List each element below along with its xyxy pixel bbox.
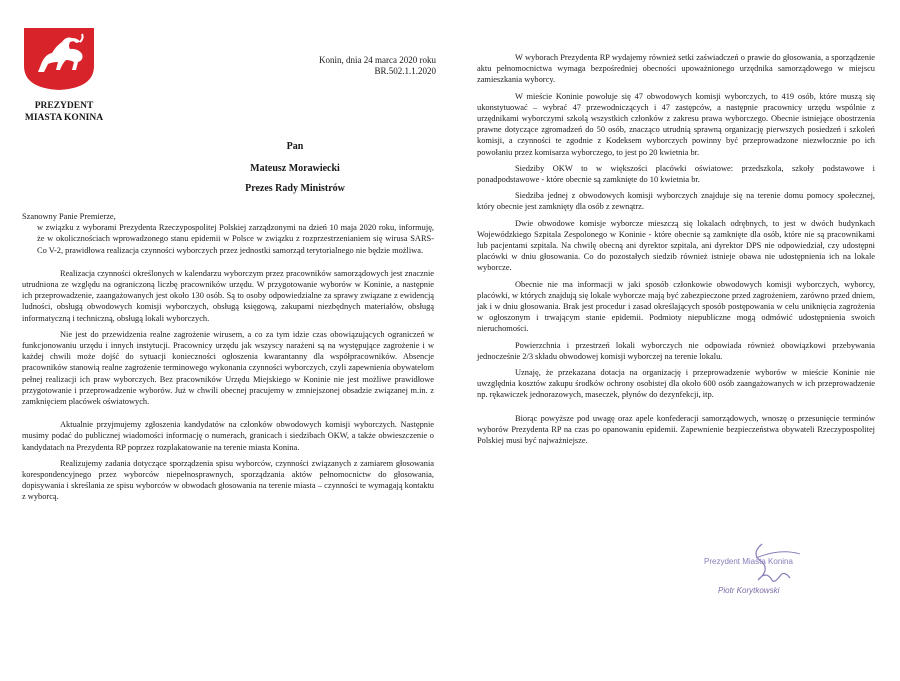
mayor-label-line1: PREZYDENT <box>34 101 94 111</box>
paragraph: Siedziba jednej z obwodowych komisji wyborczych znajduje się na terenie domu pomocy społecznej, który obecnie jest zamknięty dla osób z zewnątrz. <box>477 191 875 212</box>
mayor-office-label <box>14 100 114 124</box>
dateline <box>300 55 436 77</box>
letter-body-left <box>22 211 434 508</box>
paragraph: Realizujemy zadania dotyczące sporządzenia spisu wyborców, czynności związanych z zamiarem głosowania korespondencyjnego przez wyborców niepełnosprawnych, sporządzania aktów pełnomocnictw do głosowania, dopisywania i skreślania ze spisu wyborców w obwodach głosowania na terenie miasta – czynności te wymagają kontaktu z wyborcą. <box>22 458 434 502</box>
addressee-name: Mateusz Morawiecki <box>250 163 340 174</box>
paragraph: Powierzchnia i przestrzeń lokali wyborczych nie odpowiada również obowiązkowi przebywania jednocześnie 2/3 składu obwodowej komisji wyborczej na terenie lokalu. <box>477 340 875 361</box>
konin-crest-icon <box>22 26 96 92</box>
paragraph: w związku z wyborami Prezydenta Rzeczypospolitej Polskiej zarządzonymi na dzień 10 maja 2020 roku, informuję, że w okolicznościach wprowadzonego stanu epidemii w Polsce w związku z rozprzestrzenianiem się wirusa SARS-Co V-2, prawidłowa realizacja czynności wyborczych przez jednostki samorząd terytorialnego nie będzie możliwa. <box>37 223 434 255</box>
addressee-title: Prezes Rady Ministrów <box>245 183 345 194</box>
addressee-salutation: Pan <box>286 141 304 152</box>
paragraph: W mieście Koninie powołuje się 47 obwodowych komisji wyborczych, to 419 osób, które muszą się ukonstytuować – wybrać 47 przewodniczących i 47 zastępców, a następnie pracownicy urzędu wspólnie z urzędnikami wyborczymi szkolą wszystkich członków z zakresu prawa wyborczego. Obecnie istniejące obostrzenia prawne dotyczące zgromadzeń do 50 osób, znacząco utrudnią sprawną organizację pierwszych posiedzeń i szkoleń komisji, a czynności te zgodnie z Kodeksem wyborczych powinny być przeprowadzone niezwłocznie po ich powołaniu przez komisarza wyborczego, to jest po 20 kwietnia br. <box>477 91 875 157</box>
paragraph: Aktualnie przyjmujemy zgłoszenia kandydatów na członków obwodowych komisji wyborczych. Następnie musimy podać do publicznej wiadomości informację o numerach, granicach i siedzibach OKW, a także obwieszczenie o kandydatach na Prezydenta RP poprzez rozplakatowanie na terenie miasta Konina. <box>22 420 434 452</box>
paragraph: W wyborach Prezydenta RP wydajemy również setki zaświadczeń o prawie do głosowania, a sporządzenie aktu pełnomocnictwa wymaga bezpośredniej obecności upoważnionego urzędnika samorządowego w miejscu zamieszkania wyborcy. <box>477 53 875 85</box>
salutation: Szanowny Panie Premierze, <box>22 212 116 221</box>
signature-stamp-text: Prezydent Miasta Konina <box>704 557 793 566</box>
date-line: Konin, dnia 24 marca 2020 roku <box>319 55 436 65</box>
mayor-label-line2: MIASTA KONINA <box>24 113 104 123</box>
letter-body-right <box>477 52 875 451</box>
paragraph: Siedziby OKW to w większości placówki oświatowe: przedszkola, szkoły podstawowe i ponadpodstawowe - które obecnie są zamknięte do 10 kwietnia br. <box>477 163 875 185</box>
paragraph: Realizacja czynności określonych w kalendarzu wyborczym przez pracowników samorządowych jest znacznie utrudniona ze względu na ograniczoną liczbę pracowników urzędu. W przygotowanie wyborów w Koninie, a następnie ich przeprowadzenie, zaangażowanych jest około 130 osób. Są to osoby odpowiedzialne za sprawy związane z ewidencją ludności, obsługą obwodowych komisji wyborczych, obsługą księgową, zakupami niezbędnych materiałów, obsługą informatyczną i techniczną, obsługą lokali wyborczych. <box>22 268 434 323</box>
paragraph: Obecnie nie ma informacji w jaki sposób członkowie obwodowych komisji wyborczych, wyborcy, placówki, w których znajdują się lokale wyborcze mają być zabezpieczone przed zagrożeniem, zarówno przed dniem, jak i w dniu głosowania. Brak jest procedur i zasad określających sposób postępowania w celu uniknięcia zagrożenia w ogłoszonym i trwającym stanie epidemii. Podmioty niepubliczne mogą odmówić udostępnienia swoich nieruchomości. <box>477 279 875 334</box>
paragraph: Nie jest do przewidzenia realne zagrożenie wirusem, a co za tym idzie czas obowiązujących ograniczeń w funkcjonowaniu urzędu i innych instytucji. Pracownicy urzędu jak wszyscy narażeni są na występujące zagrożenie i w każdej chwili może dojść do sytuacji konieczności ogłoszenia kwarantanny dla współpracowników. Absencje pracowników stanowią realne zagrożenie terminowego wykonania czynności wyborczych, czyli zapewnienia obywatelom pełnej realizacji ich praw wyborczych. Bez pracowników Urzędu Miejskiego w Koninie nie jest możliwe prawidłowe przygotowanie i przeprowadzenie wyborów. Już w chwili obecnej pracujemy w zmniejszonej obsadzie związanej m.in. z zamknięciem placówek oświatowych. <box>22 329 434 407</box>
signatory-name: Piotr Korytkowski <box>718 586 780 595</box>
paragraph: Uznaję, że przekazana dotacja na organizację i przeprowadzenie wyborów w mieście Koninie nie uwzględnia kosztów zakupu środków ochrony osobistej dla około 600 osób zaangażowanych w ich przeprowadzenie np. rękawiczek jednorazowych, maseczek, płynów do dezynfekcji, itp. <box>477 368 875 400</box>
paragraph: Biorąc powyższe pod uwagę oraz apele konfederacji samorządowych, wnoszę o przesunięcie terminów wyborów Prezydenta RP na czas po opanowaniu epidemii. Zapewnienie bezpieczeństwa obywateli Rzeczypospolitej Polskiej musi być najważniejsze. <box>477 413 875 446</box>
paragraph: Dwie obwodowe komisje wyborcze mieszczą się lokalach odrębnych, to jest w dwóch budynkach Wojewódzkiego Szpitala Zespolonego w Koninie - które obecnie są zamknięte dla osób, które nie są pracownikami lub pacjentami szpitala. Na chwilę obecną ani dyrektor szpitala, ani dyrektor DPS nie odpowiedział, czy udostępni placówki w dniu głosowania. Co do pozostałych siedzib również istnieje obawa nie udostępnienia ich na lokale wyborcze. <box>477 218 875 273</box>
reference-number: BR.502.1.1.2020 <box>374 66 436 76</box>
